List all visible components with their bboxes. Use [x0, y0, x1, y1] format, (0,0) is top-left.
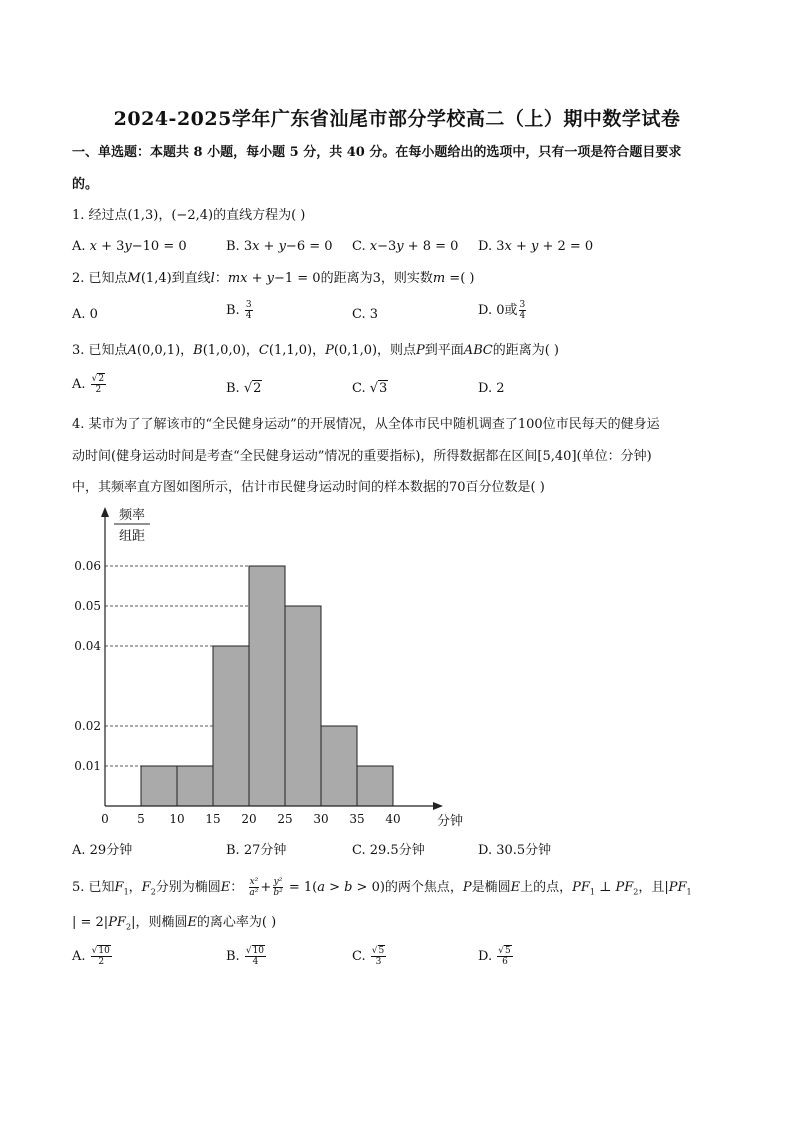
histogram-bar	[249, 566, 285, 806]
subscript: 2	[125, 922, 132, 932]
q5-text-c: 分别为椭圆𝐸：	[155, 880, 244, 895]
denominator: 4	[245, 311, 252, 321]
q5-option-d-label: D.	[478, 949, 493, 964]
x-tick-label: 20	[241, 812, 257, 826]
q4-option-a[interactable]: A. 29分钟	[72, 843, 133, 858]
histogram-bar	[177, 766, 213, 806]
x-tick-label: 40	[385, 812, 401, 826]
radicand: 10	[252, 946, 265, 956]
q3-option-a-fraction	[91, 374, 106, 395]
denominator: a²	[249, 888, 259, 898]
radicand: 10	[98, 946, 110, 956]
x-axis-label: 分钟	[437, 814, 464, 829]
frequency-histogram	[60, 505, 464, 830]
numerator: x²	[249, 877, 259, 887]
y-tick-label: 0.02	[74, 719, 101, 733]
x-tick-label: 35	[349, 812, 365, 826]
histogram-bar	[213, 646, 249, 806]
q5-option-a[interactable]	[72, 946, 113, 967]
q5-option-d-fraction	[497, 946, 512, 967]
q5-line2-b: |，则椭圆𝐸的离心率为( )	[131, 915, 277, 930]
question-5-line-2	[72, 914, 276, 937]
subscript: 2	[633, 887, 639, 897]
histogram-bar	[321, 726, 357, 806]
q4-option-d[interactable]: D. 30.5分钟	[478, 843, 552, 858]
x-tick-label: 10	[169, 812, 185, 826]
q3-option-c-label: C.	[352, 381, 366, 396]
q3-option-a[interactable]	[72, 374, 107, 395]
question-4-line-1: 4. 某市为了了解该市的“全民健身运动”的开展情况，从全体市民中随机调查了100位市民每天的健身运	[72, 417, 660, 432]
denominator: 2	[98, 957, 105, 967]
q3-option-b[interactable]: B. √2	[226, 381, 262, 396]
numerator: √5	[371, 946, 385, 956]
q2-option-a[interactable]: A. 0	[72, 307, 98, 322]
numerator: √10	[91, 946, 110, 956]
q5-text-d: = 1(𝑎 > 𝑏 > 0)的两个焦点，𝑃是椭圆𝐸上的点，𝑃𝐹	[284, 880, 590, 895]
question-4-line-3: 中，其频率直方图如图所示，估计市民健身运动时间的样本数据的70百分位数是( )	[72, 480, 545, 495]
denominator: 6	[502, 957, 508, 967]
histogram-bar	[357, 766, 393, 806]
q5-option-c-label: C.	[352, 949, 366, 964]
numerator: √10	[245, 946, 265, 956]
x-axis-arrow	[433, 802, 443, 810]
radicand: 5	[378, 946, 385, 956]
x-tick-label: 30	[313, 812, 329, 826]
q5-text-f: ，且|𝑃𝐹	[638, 880, 687, 895]
subscript: 1	[123, 887, 129, 897]
q3-option-d[interactable]: D. 2	[478, 381, 505, 396]
q3-option-a-label: A.	[72, 377, 86, 392]
q5-option-d[interactable]	[478, 946, 514, 967]
section-heading-cont: 的。	[72, 177, 99, 192]
q5-option-b-label: B.	[226, 949, 240, 964]
histogram-bar	[285, 606, 321, 806]
denominator: 3	[375, 957, 382, 967]
numerator: 3	[519, 300, 526, 310]
denominator: b²	[273, 888, 283, 898]
question-3-stem: 3. 已知点𝐴(0,0,1)，𝐵(1,0,0)，𝐶(1,1,0)，𝑃(0,1,0)，则点𝑃到平面𝐴𝐵𝐶的距离为( )	[72, 343, 559, 358]
question-5-line-1	[72, 877, 692, 902]
section-heading: 一、单选题：本题共 8 小题，每小题 5 分，共 40 分。在每小题给出的选项中，只有一项是符合题目要求	[72, 145, 682, 160]
y-tick-label: 0.05	[74, 599, 101, 613]
numerator: √2	[91, 374, 105, 384]
plus-sign: +	[260, 880, 272, 895]
page-title: 2024-2025学年广东省汕尾市部分学校高二（上）期中数学试卷	[113, 108, 681, 130]
q5-option-b-fraction	[245, 946, 266, 967]
question-1-stem: 1. 经过点(1,3)，(−2,4)的直线方程为( )	[72, 208, 306, 223]
subscript: 1	[686, 887, 692, 897]
x-tick-label: 15	[205, 812, 221, 826]
numerator: 3	[245, 300, 252, 310]
q2-option-d[interactable]	[478, 300, 527, 321]
radicand: 5	[504, 946, 511, 956]
subscript: 1	[589, 887, 596, 897]
q2-option-c[interactable]: C. 3	[352, 307, 379, 322]
q5-option-b[interactable]	[226, 946, 267, 967]
q5-option-a-fraction	[91, 946, 112, 967]
y-axis-arrow	[101, 507, 109, 517]
radicand: 3	[379, 381, 388, 396]
q2-option-b[interactable]	[226, 300, 254, 321]
numerator: √5	[498, 946, 511, 956]
question-4-line-2: 动时间(健身运动时间是考查“全民健身运动”情况的重要指标)，所得数据都在区间[5,40](单位：分钟)	[72, 449, 652, 464]
denominator: 2	[95, 385, 102, 395]
numerator: y²	[273, 877, 283, 887]
origin-label: 0	[101, 812, 109, 826]
y-tick-label: 0.06	[74, 559, 101, 573]
q5-option-c-fraction	[371, 946, 386, 967]
q5-text-a: 5. 已知𝐹	[72, 880, 124, 895]
q5-option-c[interactable]	[352, 946, 387, 967]
ellipse-fraction-x	[248, 877, 259, 898]
y-axis-label-top: 频率	[118, 508, 146, 523]
question-2-stem: 2. 已知点𝑀(1,4)到直线𝑙：𝑚𝑥 + 𝑦−1 = 0的距离为3，则实数𝑚 =( )	[72, 271, 475, 286]
q1-option-c[interactable]: C. 𝑥−3𝑦 + 8 = 0	[352, 239, 459, 254]
radicand: 2	[98, 374, 105, 384]
q2-option-d-fraction	[519, 300, 527, 321]
radicand: 2	[253, 381, 262, 396]
q3-option-c[interactable]: C. √3	[352, 381, 388, 396]
ellipse-fraction-y	[272, 877, 283, 898]
q5-text-e: ⊥ 𝑃𝐹	[595, 880, 634, 895]
q2-option-d-label: D. 0或	[478, 303, 518, 318]
q5-option-a-label: A.	[72, 949, 86, 964]
x-tick-label: 25	[277, 812, 293, 826]
q5-line2-a: | = 2|𝑃𝐹	[72, 915, 126, 930]
y-axis-label-bottom: 组距	[118, 529, 146, 544]
x-tick-label: 5	[137, 812, 145, 826]
q4-option-c[interactable]: C. 29.5分钟	[352, 843, 425, 858]
q1-option-b[interactable]: B. 3𝑥 + 𝑦−6 = 0	[226, 239, 333, 254]
q4-option-b[interactable]: B. 27分钟	[226, 843, 287, 858]
denominator: 4	[252, 957, 259, 967]
q1-option-d[interactable]: D. 3𝑥 + 𝑦 + 2 = 0	[478, 239, 594, 254]
denominator: 4	[519, 311, 526, 321]
y-tick-label: 0.01	[74, 759, 101, 773]
q5-text-b: ，𝐹	[128, 880, 151, 895]
q1-option-a[interactable]: A. 𝑥 + 3𝑦−10 = 0	[72, 239, 187, 254]
y-tick-label: 0.04	[74, 639, 101, 653]
q2-option-b-fraction	[245, 300, 253, 321]
subscript: 2	[150, 887, 156, 897]
histogram-bar	[141, 766, 177, 806]
q3-option-b-label: B.	[226, 381, 240, 396]
q2-option-b-label: B.	[226, 303, 240, 318]
